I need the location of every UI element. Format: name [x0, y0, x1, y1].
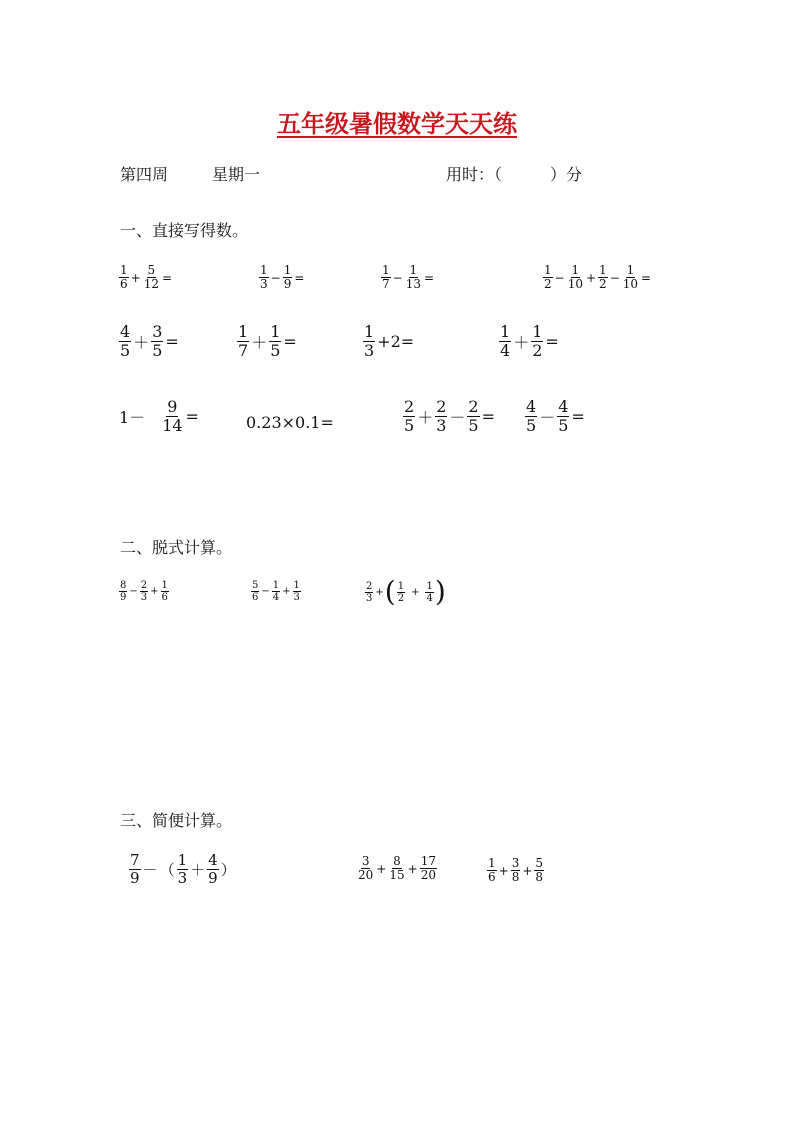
- problem-5: $\frac{4}{5}$ ＋ $\frac{3}{5}$ =: [120, 322, 179, 360]
- fraction: $\frac{1}{4}$: [426, 580, 433, 604]
- left-parenthesis: (: [384, 575, 396, 608]
- section-title-stepwise: 二、脱式计算。: [120, 538, 233, 557]
- fraction: $\frac{3}{5}$: [152, 322, 163, 360]
- fraction: $\frac{4}{5}$: [526, 397, 537, 435]
- fraction: $\frac{2}{3}$: [140, 580, 148, 603]
- fraction: $\frac{1}{7}$: [238, 322, 249, 360]
- fraction: $\frac{1}{4}$: [272, 580, 280, 603]
- fraction: $\frac{3}{20}$: [358, 854, 374, 883]
- fraction: $\frac{7}{9}$: [130, 851, 140, 887]
- fraction: $\frac{1}{6}$: [488, 856, 496, 885]
- right-parenthesis: ): [434, 575, 446, 608]
- problem-2: $\frac{1}{3}$ − $\frac{1}{9}$ =: [260, 263, 305, 292]
- fraction: $\frac{2}{3}$: [366, 580, 373, 604]
- fraction: $\frac{1}{4}$: [500, 322, 511, 360]
- problem-3: $\frac{1}{7}$ − $\frac{1}{13}$ =: [382, 263, 435, 292]
- page-title: 五年级暑假数学天天练: [277, 110, 517, 138]
- fraction: $\frac{2}{5}$: [404, 397, 415, 435]
- fraction: $\frac{3}{8}$: [511, 856, 520, 885]
- problem-14: $\frac{5}{6}$ − $\frac{1}{4}$ + $\frac{1}{3}$: [252, 580, 300, 603]
- fraction: $\frac{1}{2}$: [397, 580, 405, 604]
- problem-17: $\frac{3}{20}$ + $\frac{8}{15}$ + $\frac{17}{20}$: [358, 854, 436, 883]
- fraction: $\frac{1}{2}$: [544, 263, 552, 292]
- fraction: $\frac{1}{5}$: [270, 322, 281, 360]
- section-title-oral: 一、直接写得数。: [120, 221, 249, 240]
- fraction: $\frac{5}{6}$: [252, 580, 259, 603]
- problem-6: $\frac{1}{7}$ ＋ $\frac{1}{5}$ =: [238, 322, 297, 360]
- problem-16: $\frac{7}{9}$ － （ $\frac{1}{3}$ ＋ $\frac{4}{9}$ ）: [130, 851, 236, 887]
- fraction: $\frac{17}{20}$: [420, 854, 436, 883]
- time-unit-label: ）分: [550, 165, 583, 184]
- fraction: $\frac{1}{10}$: [622, 263, 639, 292]
- problem-7: $\frac{1}{3}$ +2=: [364, 322, 415, 360]
- fraction: $\frac{1}{6}$: [120, 263, 128, 292]
- problem-10: 0.23×0.1=: [246, 413, 334, 432]
- problem-15: $\frac{2}{3}$ + ( $\frac{1}{2}$ + $\frac{1}{4}$ ): [366, 575, 446, 608]
- fraction: $\frac{2}{5}$: [468, 397, 479, 435]
- fraction: $\frac{1}{13}$: [405, 263, 421, 292]
- fraction: $\frac{8}{9}$: [120, 580, 127, 603]
- fraction: $\frac{4}{5}$: [120, 322, 131, 360]
- day-label: 星期一: [212, 165, 261, 184]
- fraction: $\frac{1}{3}$: [293, 580, 300, 603]
- problem-1: $\frac{1}{6}$ + $\frac{5}{12}$ =: [120, 263, 173, 292]
- fraction: $\frac{1}{6}$: [161, 580, 168, 603]
- fraction: $\frac{1}{3}$: [177, 851, 188, 887]
- fraction: $\frac{1}{9}$: [283, 263, 292, 292]
- problem-18: $\frac{1}{6}$ + $\frac{3}{8}$ + $\frac{5}{8}$: [488, 856, 544, 885]
- fraction: $\frac{1}{2}$: [599, 263, 607, 292]
- problem-13: $\frac{8}{9}$ − $\frac{2}{3}$ + $\frac{1}{6}$: [120, 580, 168, 603]
- time-label: 用时：（: [446, 165, 503, 184]
- problem-4: $\frac{1}{2}$ − $\frac{1}{10}$ + $\frac{1}{2}$ − $\frac{1}{10}$ =: [544, 263, 652, 292]
- problem-11: $\frac{2}{5}$ ＋ $\frac{2}{3}$ － $\frac{2}{5}$ =: [404, 397, 495, 435]
- fraction: $\frac{1}{10}$: [567, 263, 583, 292]
- fraction: $\frac{8}{15}$: [389, 854, 405, 883]
- fraction: $\frac{2}{3}$: [436, 397, 447, 435]
- fraction: $\frac{1}{3}$: [260, 263, 268, 292]
- problem-8: $\frac{1}{4}$ ＋ $\frac{1}{2}$ =: [500, 322, 559, 360]
- fraction: $\frac{4}{5}$: [558, 397, 569, 435]
- fraction: $\frac{5}{12}$: [143, 263, 159, 292]
- week-label: 第四周: [120, 165, 169, 184]
- fraction: $\frac{9}{14}$: [162, 397, 183, 435]
- problem-9: 1－ $\frac{9}{14}$ =: [119, 397, 199, 435]
- fraction: $\frac{1}{7}$: [382, 263, 390, 292]
- fraction: $\frac{4}{9}$: [208, 851, 218, 887]
- problem-12: $\frac{4}{5}$ － $\frac{4}{5}$ =: [526, 397, 585, 435]
- fraction: $\frac{1}{3}$: [364, 322, 375, 360]
- section-title-simplify: 三、简便计算。: [120, 811, 233, 830]
- fraction: $\frac{5}{8}$: [535, 856, 544, 885]
- fraction: $\frac{1}{2}$: [532, 322, 543, 360]
